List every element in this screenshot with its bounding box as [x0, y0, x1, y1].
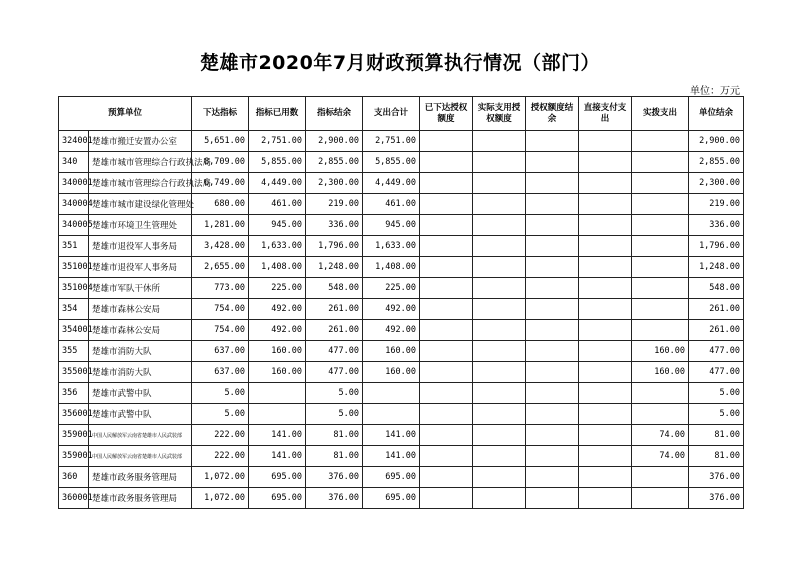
- budget-table: [58, 96, 744, 509]
- cell-used: 695.00: [249, 488, 306, 509]
- cell-used: 492.00: [249, 299, 306, 320]
- cell-expense-total: 2,751.00: [363, 131, 420, 152]
- cell-auth-balance: [526, 362, 579, 383]
- row-code: 355001: [59, 362, 89, 383]
- cell-authorized: [420, 194, 473, 215]
- row-unit-name: 楚雄市城市管理综合行政执法局: [89, 173, 192, 194]
- cell-direct-pay: [579, 467, 632, 488]
- row-unit-name: 楚雄市森林公安局: [89, 320, 192, 341]
- cell-unit-balance: 336.00: [689, 215, 744, 236]
- cell-unit-balance: 376.00: [689, 488, 744, 509]
- cell-actual-alloc: [632, 278, 689, 299]
- cell-expense-total: 225.00: [363, 278, 420, 299]
- cell-authorized: [420, 362, 473, 383]
- row-code: 340001: [59, 173, 89, 194]
- cell-issued: 5.00: [192, 383, 249, 404]
- row-unit-name: 楚雄市武警中队: [89, 404, 192, 425]
- row-unit-name: 楚雄市搬迁安置办公室: [89, 131, 192, 152]
- cell-expense-total: 492.00: [363, 320, 420, 341]
- cell-direct-pay: [579, 173, 632, 194]
- row-unit-name: 楚雄市政务服务管理局: [89, 467, 192, 488]
- table-row: [59, 152, 744, 173]
- cell-actual-alloc: [632, 383, 689, 404]
- cell-unit-balance: 2,900.00: [689, 131, 744, 152]
- cell-expense-total: 160.00: [363, 362, 420, 383]
- cell-expense-total: [363, 383, 420, 404]
- cell-issued: 6,749.00: [192, 173, 249, 194]
- table-row: [59, 173, 744, 194]
- cell-balance: 5.00: [306, 383, 363, 404]
- cell-balance: 376.00: [306, 488, 363, 509]
- cell-unit-balance: 1,796.00: [689, 236, 744, 257]
- col-header-issued: 下达指标: [192, 97, 249, 131]
- row-unit-name: 楚雄市军队干休所: [89, 278, 192, 299]
- cell-direct-pay: [579, 152, 632, 173]
- row-code: 324001: [59, 131, 89, 152]
- cell-auth-balance: [526, 320, 579, 341]
- table-row: [59, 299, 744, 320]
- cell-authorized: [420, 236, 473, 257]
- cell-used: 5,855.00: [249, 152, 306, 173]
- cell-auth-used: [473, 152, 526, 173]
- cell-issued: 3,428.00: [192, 236, 249, 257]
- cell-authorized: [420, 320, 473, 341]
- cell-balance: 1,248.00: [306, 257, 363, 278]
- cell-auth-used: [473, 320, 526, 341]
- cell-used: 160.00: [249, 362, 306, 383]
- cell-auth-used: [473, 362, 526, 383]
- cell-unit-balance: 261.00: [689, 320, 744, 341]
- cell-auth-balance: [526, 131, 579, 152]
- row-code: 360: [59, 467, 89, 488]
- cell-used: 492.00: [249, 320, 306, 341]
- col-header-authorized: 已下达授权额度: [420, 97, 473, 131]
- table-row: [59, 194, 744, 215]
- table-row: [59, 383, 744, 404]
- table-row: [59, 467, 744, 488]
- row-unit-name: 楚雄市城市建设绿化管理处: [89, 194, 192, 215]
- cell-unit-balance: 5.00: [689, 404, 744, 425]
- cell-authorized: [420, 173, 473, 194]
- cell-direct-pay: [579, 425, 632, 446]
- row-code: 351004: [59, 278, 89, 299]
- col-header-used: 指标已用数: [249, 97, 306, 131]
- cell-used: 695.00: [249, 467, 306, 488]
- row-code: 340005: [59, 215, 89, 236]
- cell-direct-pay: [579, 362, 632, 383]
- cell-expense-total: 4,449.00: [363, 173, 420, 194]
- table-row: [59, 488, 744, 509]
- cell-expense-total: [363, 404, 420, 425]
- cell-authorized: [420, 131, 473, 152]
- cell-actual-alloc: [632, 215, 689, 236]
- row-unit-name: 楚雄市退役军人事务局: [89, 257, 192, 278]
- cell-issued: 773.00: [192, 278, 249, 299]
- col-header-expense-total: 支出合计: [363, 97, 420, 131]
- cell-direct-pay: [579, 131, 632, 152]
- cell-balance: 477.00: [306, 341, 363, 362]
- cell-actual-alloc: [632, 299, 689, 320]
- cell-actual-alloc: [632, 320, 689, 341]
- cell-actual-alloc: [632, 194, 689, 215]
- cell-issued: 754.00: [192, 299, 249, 320]
- cell-used: 945.00: [249, 215, 306, 236]
- cell-used: [249, 404, 306, 425]
- cell-actual-alloc: 74.00: [632, 425, 689, 446]
- row-code: 359001: [59, 425, 89, 446]
- cell-actual-alloc: [632, 404, 689, 425]
- cell-balance: 2,855.00: [306, 152, 363, 173]
- table-row: [59, 236, 744, 257]
- table-row: [59, 362, 744, 383]
- cell-direct-pay: [579, 194, 632, 215]
- cell-auth-balance: [526, 236, 579, 257]
- cell-auth-balance: [526, 383, 579, 404]
- cell-balance: 477.00: [306, 362, 363, 383]
- cell-direct-pay: [579, 383, 632, 404]
- table-row: [59, 404, 744, 425]
- cell-unit-balance: 477.00: [689, 341, 744, 362]
- cell-auth-balance: [526, 278, 579, 299]
- cell-direct-pay: [579, 320, 632, 341]
- cell-used: 2,751.00: [249, 131, 306, 152]
- row-code: 354001: [59, 320, 89, 341]
- cell-auth-balance: [526, 446, 579, 467]
- cell-balance: 2,900.00: [306, 131, 363, 152]
- col-header-auth-used: 实际支用授权额度: [473, 97, 526, 131]
- cell-direct-pay: [579, 278, 632, 299]
- row-code: 351: [59, 236, 89, 257]
- cell-auth-balance: [526, 299, 579, 320]
- cell-balance: 81.00: [306, 446, 363, 467]
- cell-authorized: [420, 383, 473, 404]
- cell-expense-total: 141.00: [363, 425, 420, 446]
- cell-issued: 680.00: [192, 194, 249, 215]
- cell-issued: 222.00: [192, 446, 249, 467]
- cell-actual-alloc: [632, 131, 689, 152]
- page-title: 楚雄市2020年7月财政预算执行情况（部门）: [199, 52, 601, 74]
- table-row: [59, 278, 744, 299]
- cell-balance: 1,796.00: [306, 236, 363, 257]
- cell-auth-used: [473, 173, 526, 194]
- cell-auth-used: [473, 257, 526, 278]
- cell-issued: 1,281.00: [192, 215, 249, 236]
- cell-expense-total: 492.00: [363, 299, 420, 320]
- row-unit-name: 楚雄市森林公安局: [89, 299, 192, 320]
- row-code: 340004: [59, 194, 89, 215]
- cell-actual-alloc: 160.00: [632, 362, 689, 383]
- cell-issued: 1,072.00: [192, 488, 249, 509]
- cell-issued: 5,651.00: [192, 131, 249, 152]
- row-code: 356001: [59, 404, 89, 425]
- cell-expense-total: 695.00: [363, 488, 420, 509]
- cell-auth-used: [473, 446, 526, 467]
- row-code: 351001: [59, 257, 89, 278]
- cell-auth-used: [473, 215, 526, 236]
- cell-authorized: [420, 257, 473, 278]
- cell-used: 4,449.00: [249, 173, 306, 194]
- row-code: 360001: [59, 488, 89, 509]
- cell-used: 461.00: [249, 194, 306, 215]
- table-row: [59, 320, 744, 341]
- cell-auth-balance: [526, 488, 579, 509]
- cell-used: 225.00: [249, 278, 306, 299]
- cell-auth-balance: [526, 173, 579, 194]
- row-unit-name: 楚雄市城市管理综合行政执法局: [89, 152, 192, 173]
- cell-unit-balance: 81.00: [689, 425, 744, 446]
- cell-auth-used: [473, 467, 526, 488]
- row-code: 354: [59, 299, 89, 320]
- cell-expense-total: 695.00: [363, 467, 420, 488]
- cell-auth-used: [473, 278, 526, 299]
- table-row: [59, 131, 744, 152]
- cell-unit-balance: 219.00: [689, 194, 744, 215]
- cell-issued: 2,655.00: [192, 257, 249, 278]
- cell-unit-balance: 81.00: [689, 446, 744, 467]
- cell-expense-total: 160.00: [363, 341, 420, 362]
- cell-unit-balance: 477.00: [689, 362, 744, 383]
- cell-direct-pay: [579, 236, 632, 257]
- cell-used: 141.00: [249, 446, 306, 467]
- cell-authorized: [420, 152, 473, 173]
- cell-authorized: [420, 467, 473, 488]
- header-row: [59, 97, 744, 131]
- cell-unit-balance: 1,248.00: [689, 257, 744, 278]
- cell-unit-balance: 2,300.00: [689, 173, 744, 194]
- cell-authorized: [420, 215, 473, 236]
- cell-actual-alloc: [632, 173, 689, 194]
- row-unit-name: 楚雄市消防大队: [89, 362, 192, 383]
- cell-auth-balance: [526, 341, 579, 362]
- col-header-actual-alloc: 实拨支出: [632, 97, 689, 131]
- cell-used: [249, 383, 306, 404]
- col-header-unit: 预算单位: [59, 97, 192, 131]
- cell-unit-balance: 261.00: [689, 299, 744, 320]
- cell-auth-balance: [526, 467, 579, 488]
- cell-balance: 376.00: [306, 467, 363, 488]
- cell-auth-used: [473, 404, 526, 425]
- cell-auth-balance: [526, 215, 579, 236]
- cell-actual-alloc: [632, 152, 689, 173]
- row-unit-name: 楚雄市武警中队: [89, 383, 192, 404]
- cell-expense-total: 1,633.00: [363, 236, 420, 257]
- cell-expense-total: 141.00: [363, 446, 420, 467]
- cell-used: 160.00: [249, 341, 306, 362]
- cell-direct-pay: [579, 446, 632, 467]
- cell-direct-pay: [579, 341, 632, 362]
- cell-expense-total: 1,408.00: [363, 257, 420, 278]
- cell-auth-used: [473, 488, 526, 509]
- cell-issued: 637.00: [192, 341, 249, 362]
- cell-auth-used: [473, 299, 526, 320]
- cell-balance: 261.00: [306, 320, 363, 341]
- cell-auth-used: [473, 236, 526, 257]
- cell-balance: 219.00: [306, 194, 363, 215]
- table-row: [59, 425, 744, 446]
- row-unit-name: 中国人民解放军云南省楚雄市人民武装部: [89, 446, 192, 467]
- row-unit-name: 楚雄市政务服务管理局: [89, 488, 192, 509]
- cell-auth-balance: [526, 257, 579, 278]
- cell-unit-balance: 5.00: [689, 383, 744, 404]
- cell-auth-balance: [526, 404, 579, 425]
- row-unit-name: 楚雄市环境卫生管理处: [89, 215, 192, 236]
- cell-actual-alloc: 160.00: [632, 341, 689, 362]
- cell-balance: 261.00: [306, 299, 363, 320]
- cell-balance: 81.00: [306, 425, 363, 446]
- cell-authorized: [420, 341, 473, 362]
- cell-issued: 5.00: [192, 404, 249, 425]
- cell-auth-used: [473, 383, 526, 404]
- cell-expense-total: 461.00: [363, 194, 420, 215]
- table-row: [59, 446, 744, 467]
- table-row: [59, 341, 744, 362]
- cell-direct-pay: [579, 257, 632, 278]
- cell-auth-balance: [526, 152, 579, 173]
- cell-balance: 5.00: [306, 404, 363, 425]
- cell-auth-used: [473, 341, 526, 362]
- row-code: 359001: [59, 446, 89, 467]
- cell-actual-alloc: [632, 488, 689, 509]
- table-row: [59, 257, 744, 278]
- cell-unit-balance: 376.00: [689, 467, 744, 488]
- cell-unit-balance: 548.00: [689, 278, 744, 299]
- row-code: 356: [59, 383, 89, 404]
- cell-expense-total: 5,855.00: [363, 152, 420, 173]
- unit-label: 单位：万元: [690, 86, 740, 97]
- row-code: 340: [59, 152, 89, 173]
- cell-authorized: [420, 299, 473, 320]
- cell-direct-pay: [579, 404, 632, 425]
- cell-issued: 8,709.00: [192, 152, 249, 173]
- cell-direct-pay: [579, 488, 632, 509]
- cell-actual-alloc: [632, 257, 689, 278]
- col-header-auth-balance: 授权额度结余: [526, 97, 579, 131]
- cell-unit-balance: 2,855.00: [689, 152, 744, 173]
- col-header-unit-balance: 单位结余: [689, 97, 744, 131]
- cell-balance: 336.00: [306, 215, 363, 236]
- table-row: [59, 215, 744, 236]
- cell-authorized: [420, 446, 473, 467]
- col-header-direct-pay: 直接支付支出: [579, 97, 632, 131]
- cell-auth-used: [473, 425, 526, 446]
- cell-authorized: [420, 278, 473, 299]
- cell-expense-total: 945.00: [363, 215, 420, 236]
- row-unit-name: 中国人民解放军云南省楚雄市人民武装部: [89, 425, 192, 446]
- cell-auth-used: [473, 194, 526, 215]
- cell-actual-alloc: [632, 236, 689, 257]
- cell-used: 141.00: [249, 425, 306, 446]
- cell-direct-pay: [579, 299, 632, 320]
- row-unit-name: 楚雄市消防大队: [89, 341, 192, 362]
- cell-issued: 754.00: [192, 320, 249, 341]
- cell-direct-pay: [579, 215, 632, 236]
- col-header-balance: 指标结余: [306, 97, 363, 131]
- cell-auth-balance: [526, 425, 579, 446]
- row-code: 355: [59, 341, 89, 362]
- cell-issued: 222.00: [192, 425, 249, 446]
- cell-issued: 1,072.00: [192, 467, 249, 488]
- cell-authorized: [420, 425, 473, 446]
- cell-used: 1,408.00: [249, 257, 306, 278]
- cell-balance: 548.00: [306, 278, 363, 299]
- row-unit-name: 楚雄市退役军人事务局: [89, 236, 192, 257]
- cell-balance: 2,300.00: [306, 173, 363, 194]
- cell-auth-balance: [526, 194, 579, 215]
- cell-authorized: [420, 404, 473, 425]
- cell-used: 1,633.00: [249, 236, 306, 257]
- cell-actual-alloc: [632, 467, 689, 488]
- cell-authorized: [420, 488, 473, 509]
- cell-actual-alloc: 74.00: [632, 446, 689, 467]
- cell-issued: 637.00: [192, 362, 249, 383]
- cell-auth-used: [473, 131, 526, 152]
